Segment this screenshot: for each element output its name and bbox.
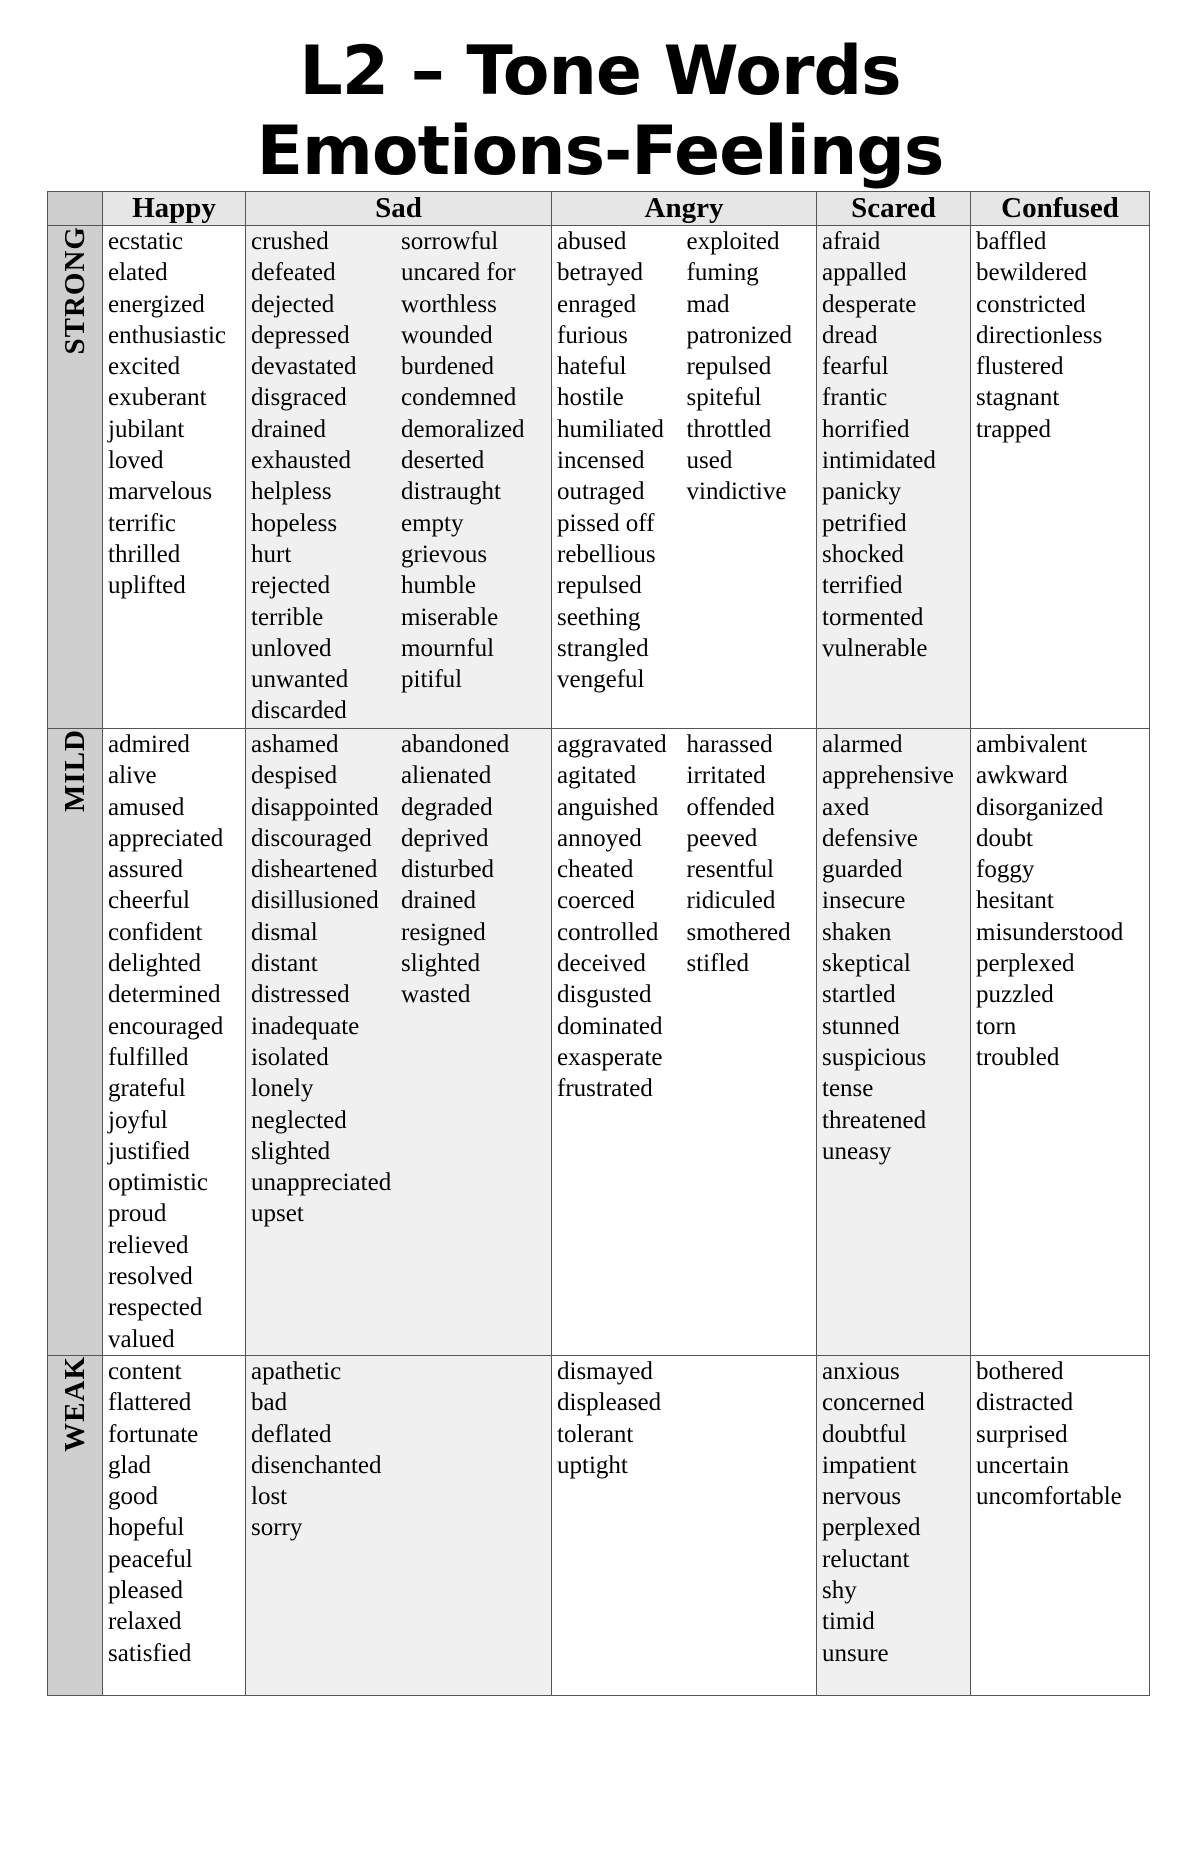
header-angry: Angry	[552, 192, 817, 226]
tone-word: bothered	[976, 1357, 1064, 1385]
tone-word: disturbed	[401, 856, 495, 884]
tone-word: jubilant	[108, 415, 185, 443]
tone-word: terrific	[108, 509, 177, 537]
tone-word: determined	[108, 981, 221, 1009]
tone-word: justified	[108, 1137, 190, 1165]
row-weak	[48, 1355, 1150, 1695]
tone-word: disgusted	[557, 981, 652, 1009]
tone-word: abandoned	[401, 731, 510, 758]
tone-word: alarmed	[822, 731, 903, 758]
cell-happy	[103, 226, 246, 729]
tone-word: perplexed	[976, 950, 1075, 978]
tone-word: threatened	[822, 1106, 927, 1134]
tone-word: disenchanted	[251, 1451, 382, 1479]
tone-word: condemned	[401, 384, 517, 412]
tone-word: fearful	[822, 353, 889, 381]
tone-word: sorry	[251, 1514, 303, 1542]
tone-word: uplifted	[108, 572, 186, 600]
tone-word: terrified	[822, 572, 903, 600]
tone-word: delighted	[108, 950, 202, 978]
tone-word: distracted	[976, 1389, 1074, 1417]
tone-word: encouraged	[108, 1012, 224, 1040]
tone-word: hurt	[251, 540, 292, 568]
tone-word: deflated	[251, 1420, 332, 1448]
tone-word: humble	[401, 572, 476, 600]
tone-word: drained	[251, 415, 326, 443]
tone-word: miserable	[401, 603, 499, 631]
tone-word: discouraged	[251, 824, 372, 852]
word-list	[822, 226, 970, 664]
cell-confused	[971, 226, 1150, 729]
word-column	[557, 729, 687, 1105]
tone-word: unappreciated	[251, 1169, 392, 1197]
tone-word: distressed	[251, 981, 350, 1009]
tone-word: disillusioned	[251, 887, 379, 915]
tone-word: bewildered	[976, 259, 1088, 287]
header-row	[48, 192, 1150, 226]
tone-word: annoyed	[557, 824, 642, 852]
tone-word: devastated	[251, 353, 357, 381]
word-column	[251, 729, 401, 1230]
word-list	[976, 729, 1149, 1073]
row-label: WEAK	[58, 1355, 91, 1452]
tone-word: amused	[108, 793, 185, 821]
tone-word: tense	[822, 1075, 874, 1103]
tone-word: displeased	[557, 1389, 662, 1417]
tone-word: outraged	[557, 478, 645, 506]
tone-word: axed	[822, 793, 870, 821]
tone-word: concerned	[822, 1389, 925, 1417]
word-list	[251, 729, 401, 1230]
tone-word: disgraced	[251, 384, 347, 412]
tone-word: fulfilled	[108, 1043, 189, 1071]
tone-word: smothered	[686, 918, 791, 946]
word-list	[401, 226, 551, 695]
header-sad: Sad	[246, 192, 552, 226]
tone-word: rebellious	[557, 540, 656, 568]
row-mild	[48, 729, 1150, 1356]
tone-word: constricted	[976, 290, 1086, 318]
tone-word: resentful	[686, 856, 774, 884]
tone-word: vulnerable	[822, 634, 928, 662]
tone-word: humiliated	[557, 415, 664, 443]
cell-angry	[552, 1355, 817, 1695]
tone-word: good	[108, 1483, 158, 1511]
tone-word: trapped	[976, 415, 1051, 443]
word-column	[976, 226, 1149, 445]
tone-word: exasperate	[557, 1043, 663, 1071]
tone-word: uncared for	[401, 259, 516, 287]
tone-word: offended	[686, 793, 775, 821]
tone-word: deceived	[557, 950, 646, 978]
tone-word: tormented	[822, 603, 924, 631]
tone-word: nervous	[822, 1483, 902, 1511]
tone-word: impatient	[822, 1451, 917, 1479]
tone-word: aggravated	[557, 731, 667, 758]
word-list	[822, 729, 970, 1167]
tone-word: demoralized	[401, 415, 525, 443]
tone-word: vengeful	[557, 666, 645, 694]
tone-word: glad	[108, 1451, 152, 1479]
cell-sad	[246, 226, 552, 729]
word-list	[251, 1356, 551, 1544]
tone-word: pitiful	[401, 666, 463, 694]
tone-word: hopeless	[251, 509, 338, 537]
tone-word: horrified	[822, 415, 910, 443]
tone-word: hesitant	[976, 887, 1054, 915]
tone-word: repulsed	[686, 353, 772, 381]
tone-word: dismayed	[557, 1357, 653, 1385]
word-column	[687, 729, 817, 1105]
word-list	[687, 226, 817, 508]
word-list	[108, 226, 245, 602]
tone-word: defeated	[251, 259, 336, 287]
tone-word: anxious	[822, 1357, 900, 1385]
cell-sad	[246, 729, 552, 1356]
tone-word: peeved	[686, 824, 758, 852]
tone-word: dejected	[251, 290, 335, 318]
tone-word: controlled	[557, 918, 659, 946]
tone-word: cheerful	[108, 887, 190, 915]
tone-word: depressed	[251, 321, 350, 349]
tone-word: worthless	[401, 290, 497, 318]
tone-word: petrified	[822, 509, 907, 537]
tone-word: drained	[401, 887, 476, 915]
tone-word: deprived	[401, 824, 489, 852]
tone-word: frantic	[822, 384, 888, 412]
tone-word: disheartened	[251, 856, 378, 884]
tone-word: unwanted	[251, 666, 349, 694]
tone-word: misunderstood	[976, 918, 1124, 946]
title-line-2: Emotions-Feelings	[256, 112, 944, 191]
tone-word: anguished	[557, 793, 659, 821]
tone-word: awkward	[976, 762, 1068, 790]
tone-word: desperate	[822, 290, 917, 318]
word-column	[401, 226, 551, 727]
tone-word: lonely	[251, 1075, 314, 1103]
tone-word: valued	[108, 1325, 175, 1353]
tone-word: uncertain	[976, 1451, 1070, 1479]
tone-word: grievous	[401, 540, 488, 568]
tone-word: burdened	[401, 353, 495, 381]
tone-word: spiteful	[686, 384, 762, 412]
tone-word: troubled	[976, 1043, 1060, 1071]
row-label-cell	[48, 1355, 103, 1695]
word-list	[557, 729, 687, 1105]
cell-angry	[552, 729, 817, 1356]
tone-word: respected	[108, 1294, 203, 1322]
tone-word: unsure	[822, 1639, 889, 1667]
tone-word: skeptical	[822, 950, 911, 978]
word-list	[557, 1356, 816, 1481]
tone-word: cheated	[557, 856, 634, 884]
tone-word: helpless	[251, 478, 332, 506]
tone-word: betrayed	[557, 259, 644, 287]
tone-word: harassed	[686, 731, 773, 758]
tone-word: furious	[557, 321, 628, 349]
tone-word: torn	[976, 1012, 1017, 1040]
tone-word: throttled	[686, 415, 772, 443]
header-scared: Scared	[817, 192, 971, 226]
header-happy: Happy	[103, 192, 246, 226]
header-corner	[48, 192, 103, 226]
row-label: STRONG	[58, 226, 91, 355]
tone-word: timid	[822, 1608, 875, 1636]
tone-word: rejected	[251, 572, 331, 600]
tone-word: ridiculed	[686, 887, 776, 915]
tone-word: slighted	[251, 1137, 331, 1165]
tone-word: exuberant	[108, 384, 207, 412]
word-list	[401, 729, 551, 1011]
tone-word: sorrowful	[401, 228, 499, 255]
tone-word: shy	[822, 1577, 857, 1605]
tone-word: used	[686, 447, 733, 475]
cell-scared	[817, 1355, 971, 1695]
tone-word: marvelous	[108, 478, 213, 506]
tone-word: peaceful	[108, 1545, 193, 1573]
tone-word: uneasy	[822, 1137, 892, 1165]
cell-happy	[103, 1355, 246, 1695]
tone-word: abused	[557, 228, 627, 255]
tone-word: excited	[108, 353, 181, 381]
word-column	[251, 1356, 551, 1544]
tone-word: energized	[108, 290, 205, 318]
tone-word: loved	[108, 447, 164, 475]
word-list	[976, 226, 1149, 445]
tone-word: apprehensive	[822, 762, 954, 790]
tone-word: doubtful	[822, 1420, 907, 1448]
cell-happy	[103, 729, 246, 1356]
word-list	[108, 729, 245, 1355]
tone-word: degraded	[401, 793, 493, 821]
tone-word: flattered	[108, 1389, 192, 1417]
tone-word: suspicious	[822, 1043, 927, 1071]
row-label-cell	[48, 729, 103, 1356]
word-list	[822, 1356, 970, 1669]
tone-word: repulsed	[557, 572, 642, 600]
word-list	[557, 226, 687, 695]
tone-word: shocked	[822, 540, 904, 568]
tone-word: stagnant	[976, 384, 1060, 412]
tone-word: startled	[822, 981, 896, 1009]
word-column	[822, 1356, 970, 1669]
tone-word: afraid	[822, 228, 881, 255]
tone-word: panicky	[822, 478, 902, 506]
tone-word: pissed off	[557, 509, 655, 537]
tone-word: wounded	[401, 321, 493, 349]
tone-word: confident	[108, 918, 203, 946]
word-column	[976, 1356, 1149, 1512]
tone-word: neglected	[251, 1106, 347, 1134]
header-confused: Confused	[971, 192, 1150, 226]
tone-word: uncomfortable	[976, 1483, 1122, 1511]
tone-word: relieved	[108, 1231, 189, 1259]
tone-word: wasted	[401, 981, 471, 1009]
tone-word: hostile	[557, 384, 624, 412]
tone-word: flustered	[976, 353, 1064, 381]
word-column	[251, 226, 401, 727]
tone-word: distraught	[401, 478, 501, 506]
tone-word: isolated	[251, 1043, 329, 1071]
tone-word: irritated	[686, 762, 766, 790]
tone-word: foggy	[976, 856, 1035, 884]
tone-word: inadequate	[251, 1012, 360, 1040]
tone-word: intimidated	[822, 447, 936, 475]
word-column	[557, 1356, 816, 1481]
tone-word: tolerant	[557, 1420, 634, 1448]
tone-word: insecure	[822, 887, 906, 915]
word-column	[822, 729, 970, 1167]
cell-scared	[817, 729, 971, 1356]
tone-word: slighted	[401, 950, 481, 978]
tone-word: upset	[251, 1200, 304, 1228]
word-list	[687, 729, 817, 979]
tone-word: mad	[686, 290, 730, 318]
tone-word: hateful	[557, 353, 627, 381]
row-label-cell	[48, 226, 103, 729]
tone-word: joyful	[108, 1106, 168, 1134]
tone-word: dominated	[557, 1012, 663, 1040]
tone-word: incensed	[557, 447, 645, 475]
tone-word: patronized	[686, 321, 793, 349]
tone-word: fuming	[686, 259, 759, 287]
tone-word: defensive	[822, 824, 918, 852]
tone-word: despised	[251, 762, 338, 790]
tone-word: disappointed	[251, 793, 379, 821]
tone-word: hopeful	[108, 1514, 185, 1542]
tone-word: exhausted	[251, 447, 351, 475]
word-column	[976, 729, 1149, 1073]
tone-words-table	[47, 191, 1150, 1696]
tone-word: pleased	[108, 1577, 183, 1605]
tone-word: shaken	[822, 918, 892, 946]
tone-word: unloved	[251, 634, 332, 662]
cell-confused	[971, 1355, 1150, 1695]
tone-word: seething	[557, 603, 641, 631]
word-column	[108, 226, 245, 602]
tone-word: doubt	[976, 824, 1033, 852]
tone-word: enraged	[557, 290, 637, 318]
tone-word: frustrated	[557, 1075, 653, 1103]
tone-word: thrilled	[108, 540, 181, 568]
tone-word: assured	[108, 856, 183, 884]
tone-word: apathetic	[251, 1357, 342, 1385]
cell-angry	[552, 226, 817, 729]
word-list	[251, 226, 401, 727]
cell-scared	[817, 226, 971, 729]
tone-word: dismal	[251, 918, 318, 946]
tone-word: puzzled	[976, 981, 1054, 1009]
tone-word: stunned	[822, 1012, 900, 1040]
word-column	[557, 226, 687, 695]
tone-word: agitated	[557, 762, 637, 790]
tone-word: bad	[251, 1389, 288, 1417]
tone-word: perplexed	[822, 1514, 921, 1542]
word-list	[108, 1356, 245, 1669]
tone-word: terrible	[251, 603, 324, 631]
title-line-1: L2 – Tone Words	[299, 32, 901, 111]
cell-confused	[971, 729, 1150, 1356]
tone-word: crushed	[251, 228, 329, 255]
tone-word: fortunate	[108, 1420, 199, 1448]
cell-sad	[246, 1355, 552, 1695]
tone-word: relaxed	[108, 1608, 182, 1636]
tone-word: ashamed	[251, 731, 339, 758]
tone-word: optimistic	[108, 1169, 208, 1197]
tone-word: distant	[251, 950, 318, 978]
tone-word: surprised	[976, 1420, 1068, 1448]
tone-word: resigned	[401, 918, 486, 946]
tone-word: stifled	[686, 950, 749, 978]
tone-word: strangled	[557, 634, 649, 662]
tone-word: dread	[822, 321, 878, 349]
tone-word: deserted	[401, 447, 485, 475]
tone-word: content	[108, 1357, 182, 1385]
tone-word: elated	[108, 259, 168, 287]
tone-word: disorganized	[976, 793, 1104, 821]
tone-word: empty	[401, 509, 464, 537]
tone-word: ambivalent	[976, 731, 1088, 758]
tone-word: enthusiastic	[108, 321, 227, 349]
tone-word: mournful	[401, 634, 495, 662]
tone-word: uptight	[557, 1451, 628, 1479]
tone-word: grateful	[108, 1075, 186, 1103]
tone-word: directionless	[976, 321, 1103, 349]
tone-word: reluctant	[822, 1545, 910, 1573]
tone-word: appreciated	[108, 824, 224, 852]
row-strong	[48, 226, 1150, 729]
word-list	[976, 1356, 1149, 1512]
tone-word: proud	[108, 1200, 167, 1228]
tone-word: resolved	[108, 1263, 193, 1291]
tone-word: lost	[251, 1483, 288, 1511]
word-column	[108, 1356, 245, 1669]
word-column	[401, 729, 551, 1230]
tone-word: vindictive	[686, 478, 787, 506]
word-column	[687, 226, 817, 695]
tone-word: coerced	[557, 887, 635, 915]
tone-word: guarded	[822, 856, 903, 884]
tone-word: satisfied	[108, 1639, 192, 1667]
tone-word: exploited	[686, 228, 780, 255]
tone-word: ecstatic	[108, 228, 183, 255]
tone-word: appalled	[822, 259, 907, 287]
tone-word: admired	[108, 731, 190, 758]
tone-word: alive	[108, 762, 157, 790]
word-column	[108, 729, 245, 1355]
word-column	[822, 226, 970, 664]
row-label: MILD	[58, 729, 91, 812]
tone-word: alienated	[401, 762, 492, 790]
tone-word: discarded	[251, 697, 347, 725]
tone-word: baffled	[976, 228, 1047, 255]
